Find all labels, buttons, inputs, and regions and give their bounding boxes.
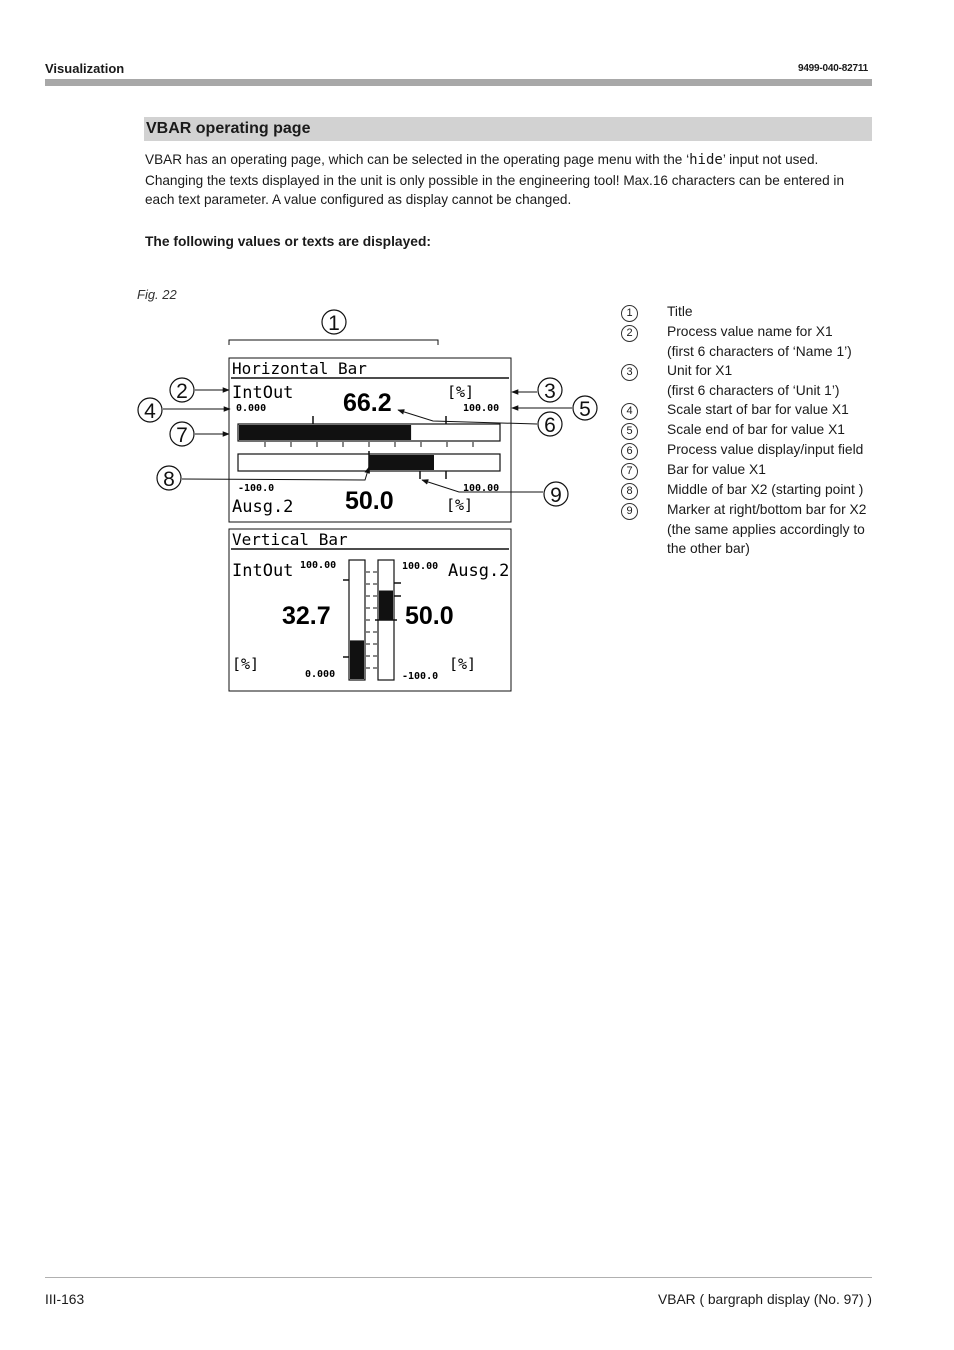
legend-number-circle: 8 [621,483,638,500]
legend-line: Bar for value X1 [667,462,766,477]
legend-number [620,440,667,460]
footer-title: VBAR ( bargraph display (No. 97) ) [658,1292,872,1307]
callout-7 [170,422,194,447]
h-scale2-end: 100.00 [463,483,500,494]
callout-3 [538,378,562,403]
legend-item [620,420,880,440]
legend-line: Process value name for X1 [667,324,833,339]
legend-text [667,420,880,440]
v-top1: 100.00 [300,560,337,571]
legend-number-circle: 2 [621,325,638,342]
legend-item [620,480,880,500]
legend-line: Unit for X1 [667,363,733,378]
v-name1: IntOut [232,561,294,581]
callout-9 [544,482,568,507]
header-doc-number: 9499-040-82711 [797,63,868,74]
svg-text:8: 8 [163,468,175,491]
v-unit1: [%] [232,655,260,673]
intro-quote-open: ‘ [686,152,690,167]
legend-number-circle: 9 [621,503,638,520]
v-value1: 32.7 [282,602,331,630]
h-title: Horizontal Bar [232,359,367,378]
legend-text [667,400,880,420]
intro-quote-close: ’ [722,152,726,167]
svg-text:3: 3 [544,380,556,403]
legend-item [620,500,880,559]
values-subheading: The following values or texts are displayed: [145,234,431,249]
legend-line: (the same applies accordingly to [667,521,865,537]
h-scale1-start: 0.000 [236,403,267,414]
legend-number-circle: 5 [621,423,638,440]
h-value1: 66.2 [343,389,392,417]
svg-text:9: 9 [550,484,562,507]
h-name2: Ausg.2 [232,497,294,517]
v-bottom2: -100.0 [402,671,439,682]
legend-text [667,480,880,500]
legend-text [667,460,880,480]
legend-line: Middle of bar X2 (starting point ) [667,482,864,497]
legend-text [667,322,880,361]
legend-number [620,302,667,322]
h-value2: 50.0 [345,487,394,515]
legend-line: (first 6 characters of ‘Unit 1’) [667,382,840,398]
legend-number [620,500,667,559]
intro-text-1: VBAR has an operating page, which can be selected in the operating page menu with the [145,152,687,167]
legend-line: Title [667,304,693,319]
figure-caption: Fig. 22 [137,287,177,302]
callout-8 [157,466,181,491]
svg-text:2: 2 [176,380,188,403]
legend-line: the other bar) [667,541,750,556]
svg-text:6: 6 [544,414,556,437]
legend-line: Scale start of bar for value X1 [667,402,849,417]
v-bar1-fill [350,640,364,679]
v-value2: 50.0 [405,602,454,630]
svg-text:5: 5 [579,398,591,421]
title-bracket [229,340,438,345]
legend-text [667,440,880,460]
h-bar2-fill [369,455,434,470]
legend-number [620,480,667,500]
legend-number-circle: 4 [621,403,638,420]
legend-text [667,500,880,559]
h-unit2: [%] [446,496,474,514]
intro-code-hide: hide [689,152,723,168]
callout-4 [138,398,162,423]
callout-6 [538,412,562,437]
legend-number-circle: 7 [621,463,638,480]
legend-item [620,302,880,322]
legend-number [620,420,667,440]
svg-text:1: 1 [328,312,340,335]
section-title: VBAR operating page [146,120,311,137]
legend-text [667,302,880,322]
callout-legend [620,302,880,559]
h-name1: IntOut [232,383,294,403]
footer-rule [45,1277,872,1278]
legend-number-circle: 6 [621,443,638,460]
h-scale1-end: 100.00 [463,403,500,414]
legend-number [620,322,667,361]
v-bottom1: 0.000 [305,669,336,680]
legend-item [620,322,880,361]
h-unit1: [%] [447,383,475,401]
legend-item [620,440,880,460]
v-bar2-fill [379,591,393,621]
legend-number [620,460,667,480]
legend-number-circle: 3 [621,364,638,381]
v-title: Vertical Bar [232,530,348,549]
legend-item [620,361,880,400]
h-bar1-fill [239,425,411,440]
legend-number [620,400,667,420]
h-scale2-start: -100.0 [238,483,275,494]
footer-page-number: III-163 [45,1292,85,1307]
v-unit2: [%] [449,655,477,673]
legend-line: Marker at right/bottom bar for X2 [667,502,867,517]
callout-2 [170,378,194,403]
intro-text-2: input not used. Changing the texts displayed in the unit is only possible in the engineering tool! Max.16 characters can be entered in each text parameter. A value configured as display cannot be changed. [145,152,845,207]
svg-text:7: 7 [176,424,188,447]
legend-line: Scale end of bar for value X1 [667,422,845,437]
legend-line: Process value display/input field [667,442,864,457]
svg-text:4: 4 [144,400,156,423]
legend-item [620,400,880,420]
header-section-label: Visualization [45,61,125,76]
legend-line: (first 6 characters of ‘Name 1’) [667,343,852,359]
v-name2: Ausg.2 [448,561,510,581]
legend-item [620,460,880,480]
v-top2: 100.00 [402,561,439,572]
callout-1 [322,310,346,335]
legend-number-circle: 1 [621,305,638,322]
legend-number [620,361,667,400]
callout-5 [573,396,597,421]
legend-text [667,361,880,400]
